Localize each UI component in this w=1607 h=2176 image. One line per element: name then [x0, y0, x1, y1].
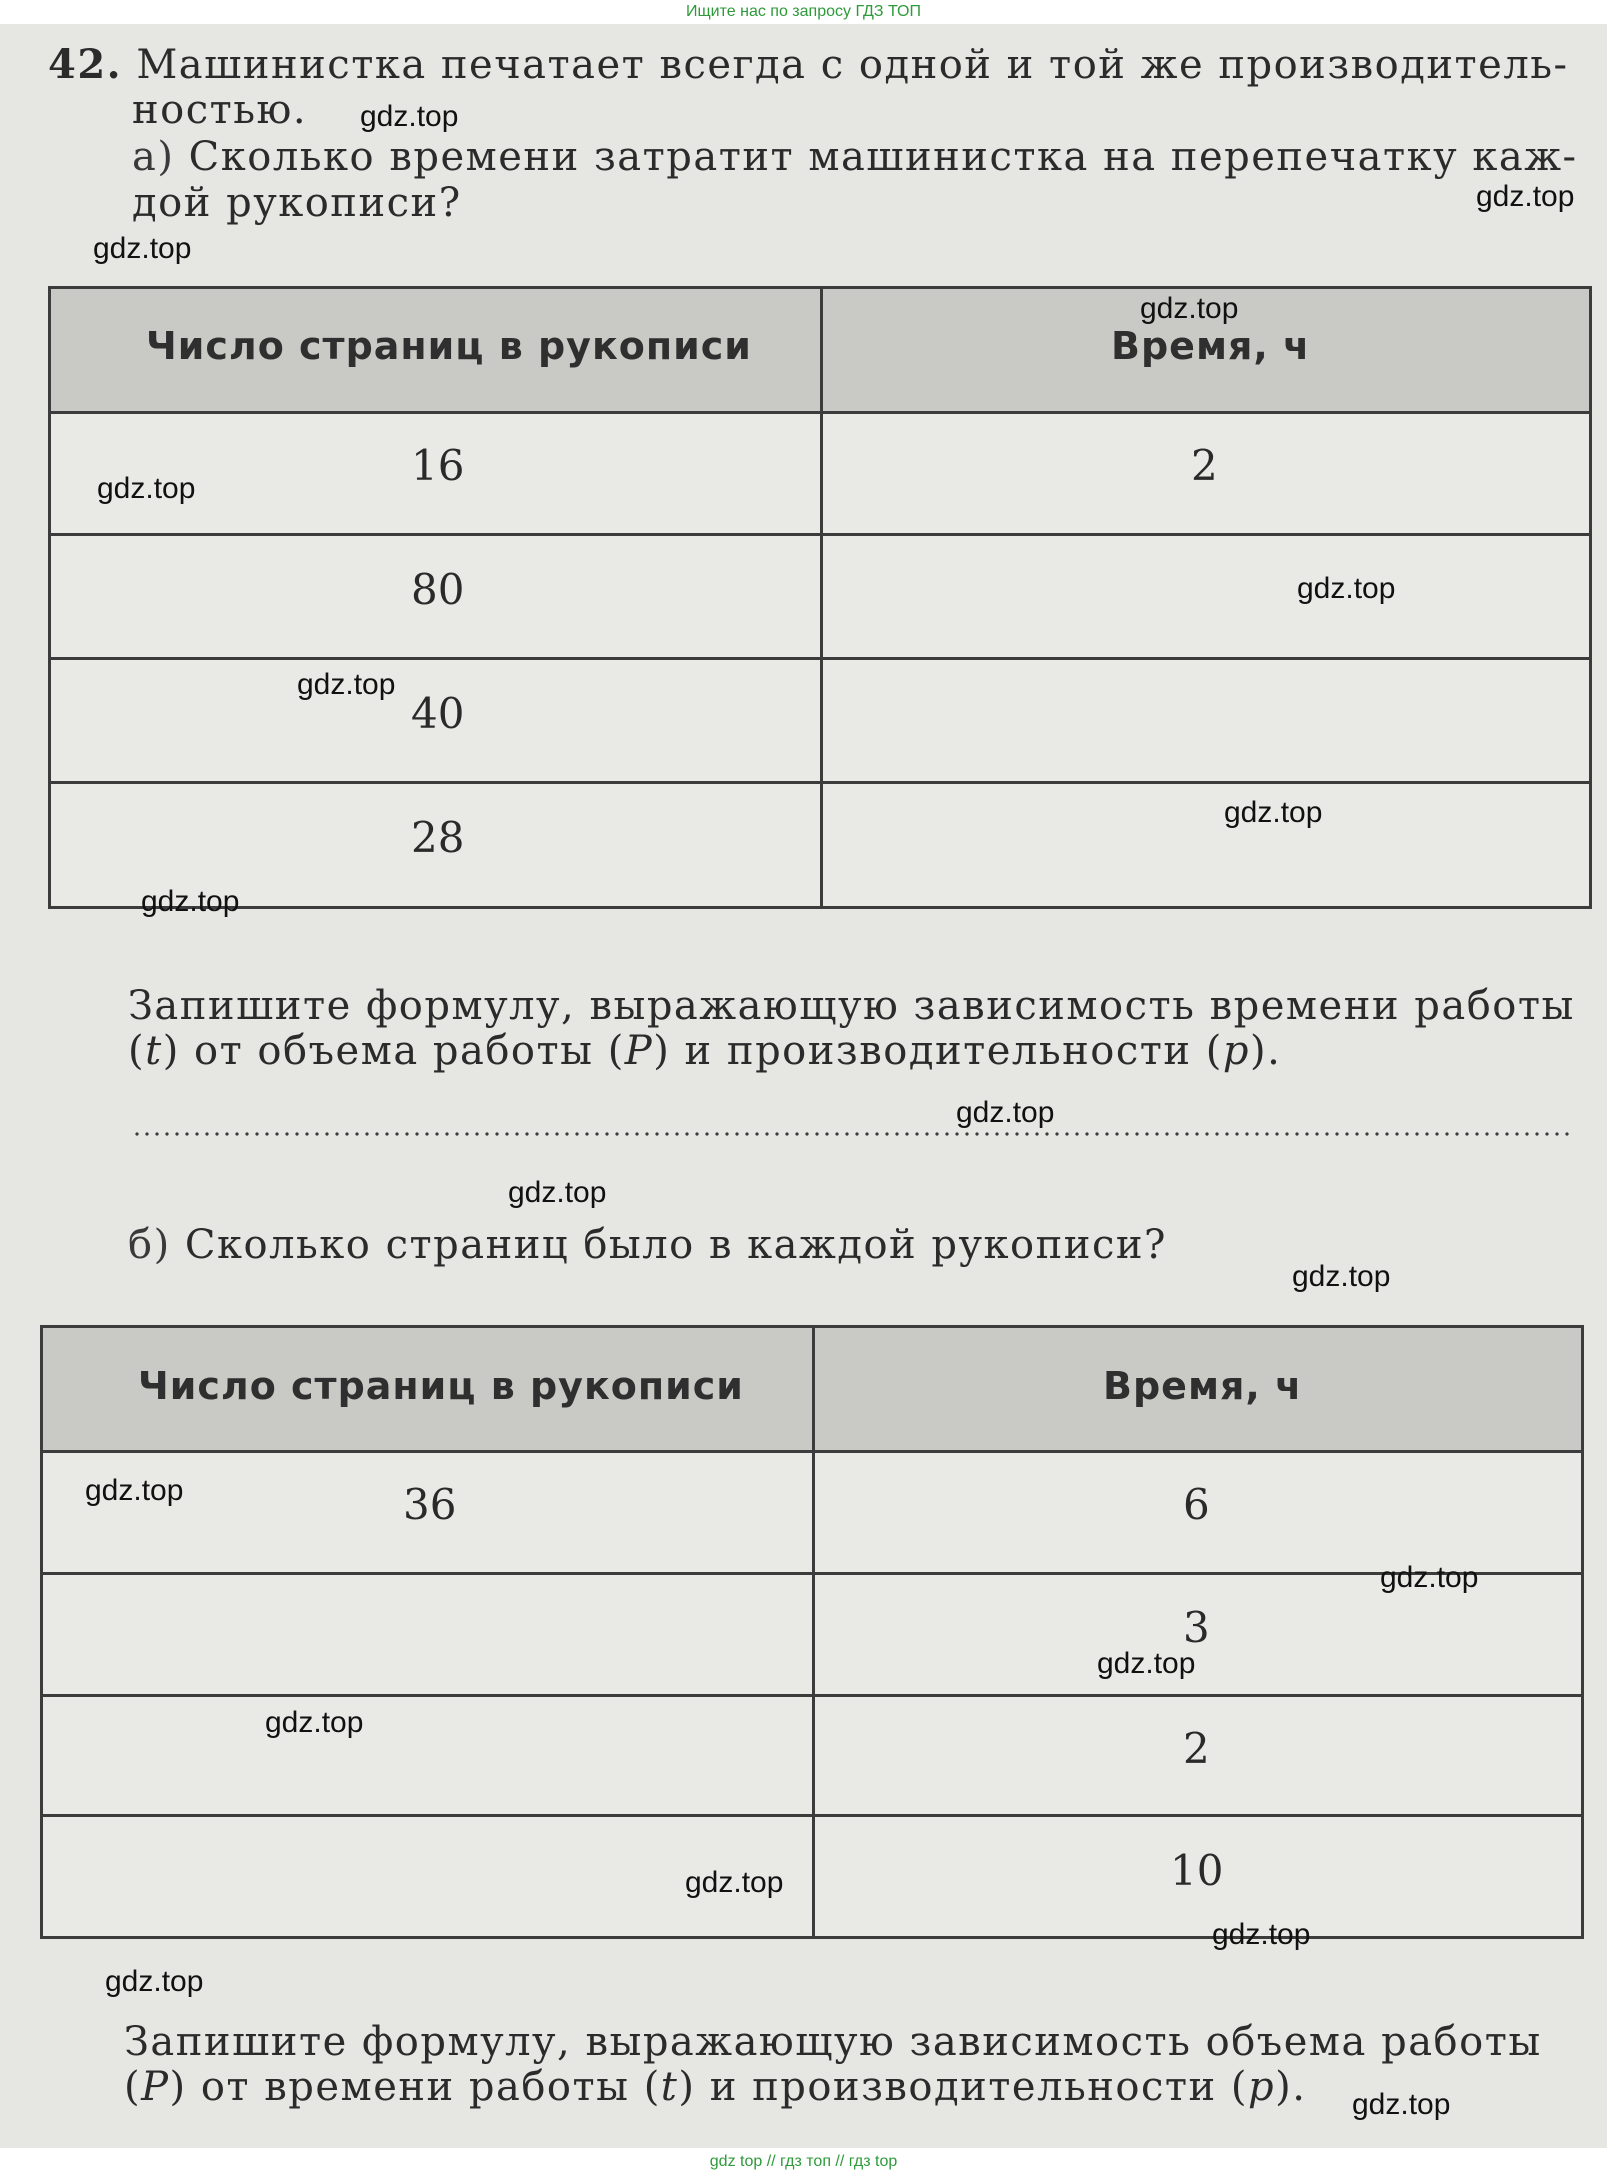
formula-b-part: (: [124, 2064, 142, 2110]
part-a-question: Сколько времени затратит машинистка на перепечатку каж-: [188, 134, 1578, 180]
table-b-cell-time: 3: [1183, 1603, 1210, 1652]
part-b-question: Сколько страниц было в каждой рукописи?: [184, 1222, 1167, 1268]
table-a-cell-pages: 16: [411, 441, 465, 490]
watermark: gdz.top: [141, 885, 240, 918]
watermark: gdz.top: [360, 100, 459, 133]
formula-a-part: (: [128, 1028, 146, 1074]
table-b: [40, 1325, 1584, 1939]
watermark: gdz.top: [1140, 292, 1239, 325]
watermark: gdz.top: [1352, 2088, 1451, 2121]
watermark: gdz.top: [1476, 180, 1575, 213]
part-b-label: б): [128, 1222, 171, 1268]
table-a-row-divider: [51, 533, 1589, 536]
formula-a-var-P: P: [624, 1028, 654, 1074]
watermark: gdz.top: [508, 1176, 607, 1209]
answer-dotted-line[interactable]: [132, 1132, 1572, 1136]
table-a-header-pages: Число страниц в рукописи: [146, 324, 752, 368]
watermark: gdz.top: [1097, 1647, 1196, 1680]
formula-a-var-t: t: [145, 1028, 163, 1074]
part-a-line2: дой рукописи?: [132, 180, 462, 226]
top-banner[interactable]: Ищите нас по запросу ГДЗ ТОП: [0, 0, 1607, 24]
table-b-cell-time: 10: [1170, 1846, 1224, 1895]
formula-a-line1: Запишите формулу, выражающую зависимость времени работы: [128, 983, 1575, 1029]
watermark: gdz.top: [97, 472, 196, 505]
problem-heading-line1: [48, 42, 1569, 88]
watermark: gdz.top: [1297, 572, 1396, 605]
table-b-header-pages: Число страниц в рукописи: [138, 1364, 744, 1408]
table-b-cell-time: 2: [1183, 1724, 1210, 1773]
watermark: gdz.top: [1212, 1918, 1311, 1951]
table-a-row-divider: [51, 781, 1589, 784]
formula-b-line1: Запишите формулу, выражающую зависимость объема работы: [124, 2019, 1542, 2065]
table-b-cell-pages: 36: [403, 1480, 457, 1529]
table-b-row-divider: [43, 1814, 1581, 1817]
formula-b-var-P: P: [141, 2064, 170, 2110]
bottom-banner[interactable]: gdz top // гдз топ // гдз top: [0, 2148, 1607, 2176]
watermark: gdz.top: [93, 232, 192, 265]
watermark: gdz.top: [105, 1965, 204, 1998]
watermark: gdz.top: [265, 1706, 364, 1739]
formula-a-part: ).: [1249, 1028, 1282, 1074]
watermark: gdz.top: [1292, 1260, 1391, 1293]
part-b-line: [128, 1222, 1167, 1268]
formula-b-part: ) от времени работы (: [169, 2064, 661, 2110]
problem-number: 42.: [48, 41, 123, 88]
table-a-cell-pages: 40: [411, 689, 465, 738]
watermark: gdz.top: [1380, 1561, 1479, 1594]
table-a-header-time: Время, ч: [1111, 324, 1311, 368]
watermark: gdz.top: [1224, 796, 1323, 829]
formula-b-line2: [124, 2064, 1306, 2110]
formula-a-line2: [128, 1028, 1281, 1074]
table-a-cell-pages: 28: [411, 813, 465, 862]
formula-a-part: ) и производительности (: [653, 1028, 1223, 1074]
table-a-cell-time: 2: [1191, 441, 1218, 490]
table-b-header-time: Время, ч: [1103, 1364, 1303, 1408]
watermark: gdz.top: [297, 668, 396, 701]
formula-a-part: ) от объема работы (: [162, 1028, 625, 1074]
watermark: gdz.top: [956, 1096, 1055, 1129]
formula-b-var-t: t: [660, 2064, 679, 2110]
table-b-cell-time: 6: [1183, 1480, 1210, 1529]
table-b-row-divider: [43, 1572, 1581, 1575]
formula-b-part: ).: [1275, 2064, 1307, 2110]
part-a-label: а): [132, 134, 175, 180]
table-a-column-divider: [820, 289, 823, 906]
table-b-row-divider: [43, 1694, 1581, 1697]
problem-text-line2: ностью.: [132, 87, 308, 133]
formula-b-part: ) и производительности (: [678, 2064, 1249, 2110]
watermark: gdz.top: [85, 1474, 184, 1507]
watermark: gdz.top: [685, 1866, 784, 1899]
formula-a-var-p: p: [1222, 1028, 1250, 1074]
table-a-row-divider: [51, 657, 1589, 660]
formula-b-var-p: p: [1248, 2064, 1276, 2110]
part-a-line1: [132, 134, 1578, 180]
table-b-column-divider: [812, 1328, 815, 1936]
problem-text-line1: Машинистка печатает всегда с одной и той же производитель-: [136, 42, 1569, 88]
table-a-cell-pages: 80: [411, 565, 465, 614]
